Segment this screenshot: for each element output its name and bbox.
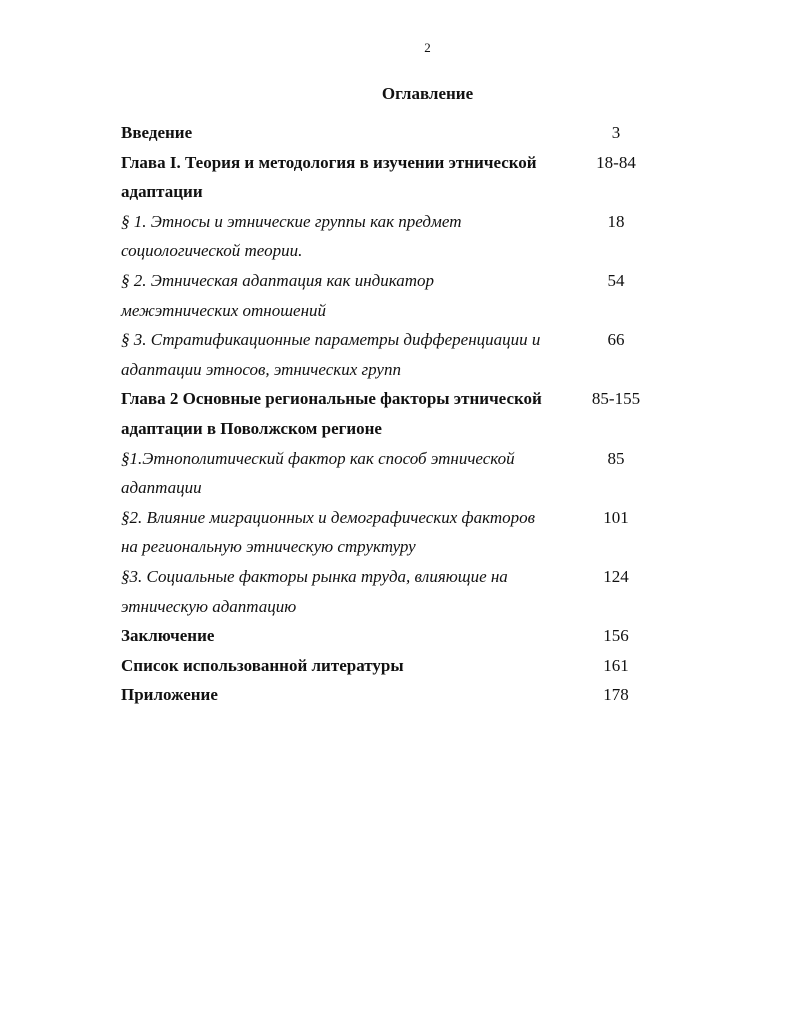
toc-entry-appendix: [121, 680, 681, 710]
toc-entry-page: 85-155: [591, 389, 641, 409]
toc-entry-text: [121, 503, 571, 562]
toc-entry-line: §3. Социальные факторы рынка труда, влияющие на: [121, 566, 508, 586]
toc-entry-section-1-2: [121, 266, 681, 325]
toc-entry-text: [121, 325, 571, 384]
toc-entry-page: 161: [603, 655, 629, 675]
toc-entry-text: [121, 266, 571, 325]
toc-entry-line: адаптации в Поволжском регионе: [121, 418, 382, 438]
toc-entry-section-2-2: [121, 503, 681, 562]
toc-entry-text: [121, 562, 571, 621]
toc-entry-section-1-3: [121, 325, 681, 384]
toc-entry-text: [121, 118, 571, 148]
toc-entry-line: Приложение: [121, 685, 218, 705]
toc-entry-text: [121, 384, 571, 443]
toc-entry-line: Глава 2 Основные региональные факторы этнической: [121, 389, 542, 409]
toc-entry-bibliography: [121, 651, 681, 681]
toc-entry-text: [121, 444, 571, 503]
table-of-contents: [121, 118, 681, 710]
toc-entry-section-1-1: [121, 207, 681, 266]
toc-entry-page: 3: [611, 123, 621, 142]
toc-entry-text: [121, 207, 571, 266]
toc-entry-chapter-1: [121, 148, 681, 207]
toc-entry-line: § 3. Стратификационные параметры дифференциации и: [121, 330, 541, 350]
toc-entry-page: 18: [607, 211, 625, 231]
toc-entry-line: социологической теории.: [121, 241, 303, 261]
toc-entry-page: 66: [607, 330, 625, 350]
toc-entry-page: 18-84: [596, 152, 636, 172]
toc-entry-page: 178: [603, 685, 629, 705]
toc-entry-page: 85: [607, 448, 625, 468]
toc-entry-line: этническую адаптацию: [121, 596, 297, 616]
toc-entry-line: §2. Влияние миграционных и демографических факторов: [121, 507, 535, 527]
toc-entry-line: Введение: [121, 123, 193, 142]
toc-entry-line: Заключение: [121, 626, 215, 646]
page-title: Оглавление: [381, 84, 474, 103]
toc-entry-line: § 1. Этносы и этнические группы как предмет: [121, 211, 462, 231]
toc-entry-page: 124: [603, 566, 629, 586]
toc-entry-line: адаптации: [121, 182, 203, 202]
toc-entry-page: 54: [607, 270, 625, 290]
toc-entry-page: 101: [603, 507, 629, 527]
toc-entry-text: [121, 148, 571, 207]
toc-entry-text: [121, 651, 571, 681]
toc-entry-text: [121, 680, 571, 710]
toc-entry-conclusion: [121, 621, 681, 651]
toc-entry-section-2-1: [121, 444, 681, 503]
toc-entry-page: 156: [603, 626, 629, 646]
toc-entry-line: адаптации этносов, этнических групп: [121, 359, 401, 379]
toc-entry-line: межэтнических отношений: [121, 300, 327, 320]
toc-entry-introduction: [121, 118, 681, 148]
page-number: 2: [424, 40, 431, 55]
toc-entry-line: на региональную этническую структуру: [121, 537, 416, 557]
toc-entry-section-2-3: [121, 562, 681, 621]
toc-entry-text: [121, 621, 571, 651]
toc-entry-line: Глава I. Теория и методология в изучении этнической: [121, 152, 537, 172]
toc-entry-line: §1.Этнополитический фактор как способ этнической: [121, 448, 515, 468]
toc-entry-chapter-2: [121, 384, 681, 443]
toc-entry-line: Список использованной литературы: [121, 655, 404, 675]
toc-entry-line: адаптации: [121, 478, 202, 498]
toc-entry-line: § 2. Этническая адаптация как индикатор: [121, 270, 435, 290]
